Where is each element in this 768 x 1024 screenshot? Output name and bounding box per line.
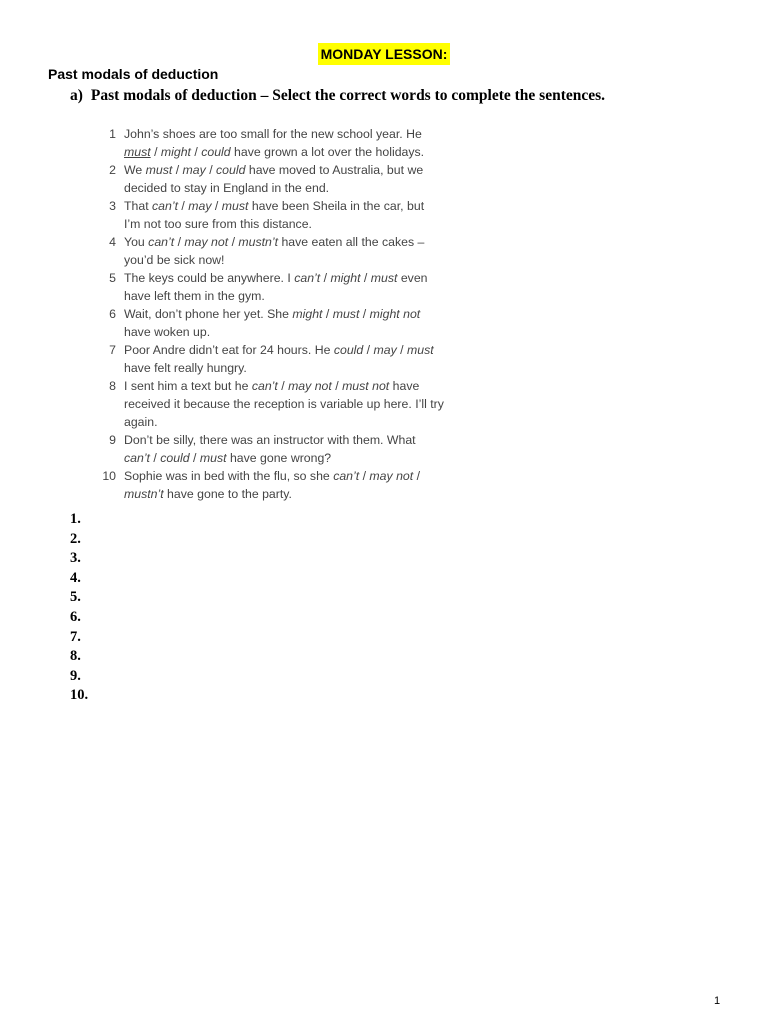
item-number: 3 [109, 199, 116, 213]
sentence-text: even [397, 271, 428, 285]
sentence-text: / [149, 451, 161, 465]
modal-option: must [124, 145, 151, 159]
item-line [124, 125, 468, 143]
item-line [124, 395, 468, 413]
modal-option: must [221, 199, 249, 213]
sentence-text: have felt really hungry. [124, 361, 247, 375]
sentence-text: You [124, 235, 149, 249]
item-line [124, 269, 468, 287]
answer-number: 6. [70, 608, 81, 625]
item-text [124, 431, 468, 467]
sentence-text: received it because the reception is variable up here. I’ll try [124, 397, 444, 411]
item-line [124, 431, 468, 449]
modal-option: can’t [148, 235, 175, 249]
item-line [124, 359, 468, 377]
sentence-text: / [320, 271, 331, 285]
modal-option: may [182, 163, 206, 177]
answer-number: 2. [70, 530, 81, 547]
answer-list [70, 510, 88, 706]
item-line [124, 341, 468, 359]
modal-option: must [370, 271, 398, 285]
modal-option: must [199, 451, 227, 465]
instruction-marker: a) [70, 87, 83, 104]
modal-option: could [333, 343, 364, 357]
sentence-text: / [331, 379, 343, 393]
sentence-text: / [205, 163, 217, 177]
page-title: MONDAY LESSON: [318, 43, 451, 65]
modal-option: might not [369, 307, 421, 321]
modal-option: may not [288, 379, 332, 393]
sentence-text: you’d be sick now! [124, 253, 225, 267]
sentence-text: / [322, 307, 333, 321]
sentence-text: have grown a lot over the holidays. [230, 145, 425, 159]
exercise-item [88, 161, 468, 197]
item-text [124, 197, 468, 233]
item-line [124, 287, 468, 305]
item-text [124, 467, 468, 503]
answer-number: 9. [70, 667, 81, 684]
modal-option: may not [369, 469, 414, 483]
answer-number: 10. [70, 687, 89, 704]
sentence-text: / [360, 271, 371, 285]
item-text [124, 341, 468, 377]
sentence-text: That [124, 199, 153, 213]
exercise-item [88, 305, 468, 341]
sentence-text: / [178, 199, 189, 213]
exercise-item [88, 377, 468, 431]
modal-option: might [330, 271, 361, 285]
modal-option: must [145, 163, 173, 177]
item-line [124, 197, 468, 215]
item-line [124, 143, 468, 161]
modal-option: mustn’t [124, 487, 164, 501]
item-line [124, 413, 468, 431]
exercise-item [88, 125, 468, 161]
sentence-text: / [277, 379, 289, 393]
answer-number: 3. [70, 550, 81, 567]
sentence-text: have gone to the party. [163, 487, 292, 501]
item-line [124, 485, 468, 503]
modal-option: could [216, 163, 246, 177]
sentence-text: have [389, 379, 420, 393]
modal-option: may not [184, 235, 229, 249]
sentence-text: Wait, don’t phone her yet. She [124, 307, 293, 321]
item-number: 7 [109, 343, 116, 357]
answer-number: 5. [70, 589, 81, 606]
sentence-text: / [228, 235, 239, 249]
instruction-text: Past modals of deduction – Select the correct words to complete the sentences. [90, 87, 606, 104]
modal-option: mustn’t [238, 235, 279, 249]
item-number: 8 [109, 379, 116, 393]
sentence-text: / [174, 235, 185, 249]
sentence-text: have moved to Australia, but we [245, 163, 424, 177]
modal-option: can’t [152, 199, 179, 213]
item-line [124, 467, 468, 485]
exercise-item [88, 431, 468, 467]
item-line [124, 215, 468, 233]
exercise-item [88, 341, 468, 377]
sentence-text: I’m not too sure from this distance. [124, 217, 312, 231]
item-text [124, 233, 468, 269]
sentence-text: / [413, 469, 421, 483]
modal-option: must [407, 343, 434, 357]
sentence-text: / [359, 469, 370, 483]
item-line [124, 251, 468, 269]
item-text [124, 269, 468, 305]
answer-number: 1. [70, 511, 81, 527]
item-number: 4 [109, 235, 116, 249]
item-number: 6 [109, 307, 116, 321]
modal-option: might [160, 145, 191, 159]
page-number: 1 [714, 995, 721, 1007]
sentence-text: have eaten all the cakes – [278, 235, 425, 249]
modal-option: can’t [294, 271, 321, 285]
item-line [124, 377, 468, 395]
sentence-text: / [396, 343, 407, 357]
modal-option: might [292, 307, 323, 321]
exercise-list [88, 125, 468, 503]
modal-option: could [160, 451, 190, 465]
sentence-text: Don’t be silly, there was an instructor with them. What [124, 433, 416, 447]
modal-option: must not [342, 379, 390, 393]
exercise-item [88, 197, 468, 233]
modal-option: may [373, 343, 397, 357]
item-line [124, 233, 468, 251]
item-number: 10 [102, 469, 116, 483]
item-number: 9 [109, 433, 116, 447]
exercise-item [88, 233, 468, 269]
item-text [124, 305, 468, 341]
sentence-text: Sophie was in bed with the flu, so she [124, 469, 334, 483]
modal-option: could [201, 145, 231, 159]
item-text [124, 161, 468, 197]
modal-option: must [332, 307, 360, 321]
modal-option: can’t [333, 469, 360, 483]
modal-option: can’t [124, 451, 150, 465]
sentence-text: / [190, 145, 202, 159]
sentence-text: decided to stay in England in the end. [124, 181, 330, 195]
modal-option: can’t [251, 379, 278, 393]
sentence-text: We [124, 163, 146, 177]
exercise-instruction [70, 87, 605, 105]
item-line [124, 161, 468, 179]
item-number: 1 [109, 127, 116, 141]
sentence-text: / [189, 451, 200, 465]
answer-number: 4. [70, 569, 81, 586]
item-text [124, 125, 468, 161]
sentence-text: / [150, 145, 161, 159]
sentence-text: / [172, 163, 183, 177]
item-number: 5 [109, 271, 116, 285]
title-container [0, 43, 768, 65]
sentence-text: have woken up. [124, 325, 211, 339]
section-heading: Past modals of deduction [48, 66, 219, 82]
sentence-text: have left them in the gym. [124, 289, 265, 303]
sentence-text: have been Sheila in the car, but [248, 199, 425, 213]
item-line [124, 179, 468, 197]
sentence-text: Poor Andre didn’t eat for 24 hours. He [124, 343, 334, 357]
sentence-text: I sent him a text but he [124, 379, 252, 393]
exercise-item [88, 269, 468, 305]
sentence-text: / [211, 199, 222, 213]
item-line [124, 305, 468, 323]
item-number: 2 [109, 163, 116, 177]
sentence-text: / [363, 343, 374, 357]
item-line [124, 323, 468, 341]
item-line [124, 449, 468, 467]
modal-option: may [188, 199, 212, 213]
sentence-text: again. [124, 415, 158, 429]
sentence-text: The keys could be anywhere. I [124, 271, 295, 285]
answer-number: 8. [70, 648, 81, 665]
sentence-text: have gone wrong? [226, 451, 332, 465]
exercise-item [88, 467, 468, 503]
sentence-text: John’s shoes are too small for the new school year. He [124, 127, 422, 141]
sentence-text: / [359, 307, 370, 321]
answer-number: 7. [70, 628, 81, 645]
item-text [124, 377, 468, 431]
